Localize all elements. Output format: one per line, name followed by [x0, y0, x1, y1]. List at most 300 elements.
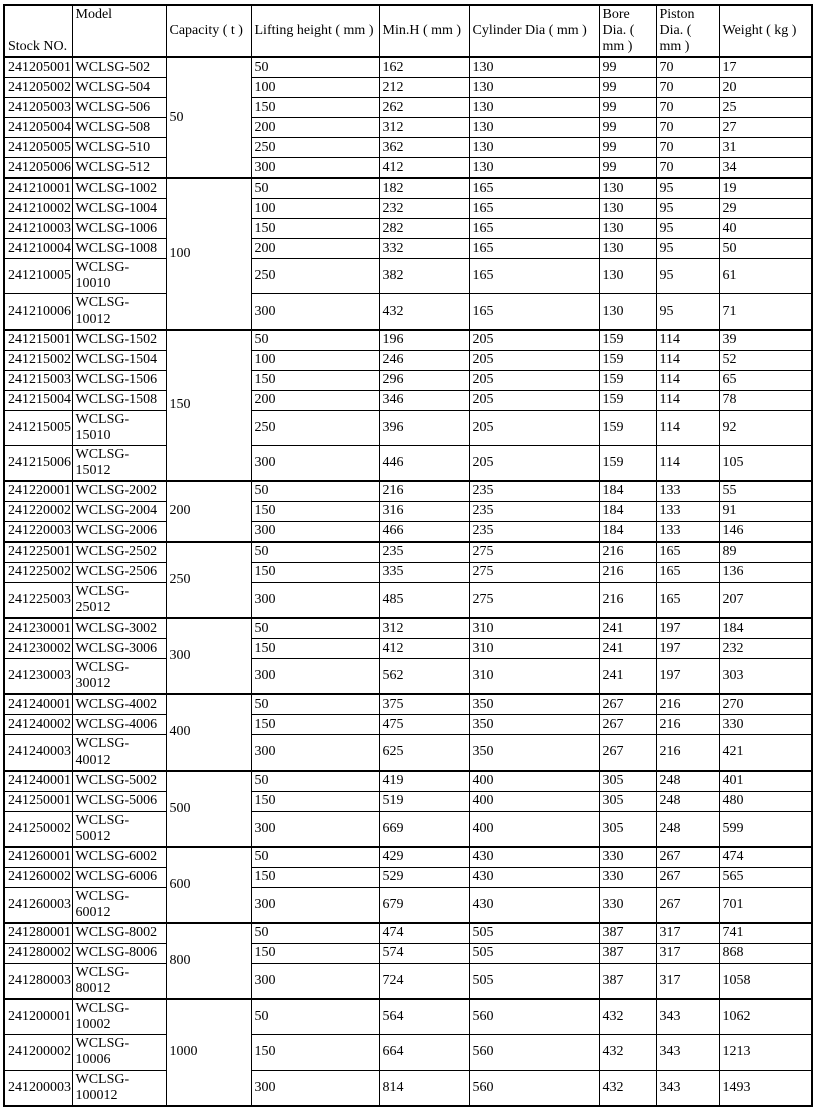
cell-weight: 92 — [719, 410, 812, 445]
cell-lifting: 100 — [251, 350, 379, 370]
cell-stock: 241225003 — [4, 583, 72, 619]
cell-weight: 61 — [719, 259, 812, 294]
cell-weight: 29 — [719, 199, 812, 219]
cell-cylinder: 275 — [469, 542, 599, 563]
cell-stock: 241260002 — [4, 867, 72, 887]
cell-model: WCLSG-1506 — [72, 370, 166, 390]
table-row — [4, 199, 812, 219]
cell-model: WCLSG-5006 — [72, 791, 166, 811]
cell-weight: 1493 — [719, 1070, 812, 1106]
cell-cylinder: 350 — [469, 735, 599, 771]
cell-capacity: 400 — [166, 694, 251, 770]
cell-bore: 305 — [599, 771, 656, 792]
cell-lifting: 50 — [251, 694, 379, 715]
cell-stock: 241250001 — [4, 791, 72, 811]
cell-min-h: 282 — [379, 219, 469, 239]
table-row — [4, 791, 812, 811]
cell-min-h: 679 — [379, 887, 469, 923]
cell-min-h: 412 — [379, 158, 469, 179]
cell-min-h: 235 — [379, 542, 469, 563]
cell-model: WCLSG-1502 — [72, 330, 166, 351]
cell-stock: 241225001 — [4, 542, 72, 563]
cell-lifting: 200 — [251, 118, 379, 138]
cell-lifting: 150 — [251, 867, 379, 887]
header-piston-dia: Piston Dia. ( mm ) — [656, 5, 719, 57]
cell-cylinder: 205 — [469, 410, 599, 445]
cell-lifting: 50 — [251, 618, 379, 639]
cell-cylinder: 165 — [469, 239, 599, 259]
cell-min-h: 432 — [379, 294, 469, 330]
cell-cylinder: 560 — [469, 999, 599, 1035]
cell-stock: 241240003 — [4, 735, 72, 771]
cell-capacity: 600 — [166, 847, 251, 923]
cell-lifting: 250 — [251, 138, 379, 158]
cell-model: WCLSG-2006 — [72, 522, 166, 543]
cell-piston: 133 — [656, 502, 719, 522]
table-body — [4, 57, 812, 1105]
cell-piston: 95 — [656, 219, 719, 239]
cell-cylinder: 165 — [469, 219, 599, 239]
cell-piston: 343 — [656, 1035, 719, 1070]
cell-cylinder: 130 — [469, 158, 599, 179]
cell-lifting: 300 — [251, 1070, 379, 1106]
cell-cylinder: 130 — [469, 118, 599, 138]
cell-weight: 1062 — [719, 999, 812, 1035]
cell-model: WCLSG-4006 — [72, 715, 166, 735]
cell-model: WCLSG-60012 — [72, 887, 166, 923]
cell-bore: 130 — [599, 219, 656, 239]
cell-weight: 34 — [719, 158, 812, 179]
cell-stock: 241220001 — [4, 481, 72, 502]
cell-piston: 114 — [656, 390, 719, 410]
cell-model: WCLSG-100012 — [72, 1070, 166, 1106]
cell-min-h: 419 — [379, 771, 469, 792]
cell-cylinder: 430 — [469, 887, 599, 923]
table-row — [4, 390, 812, 410]
cell-bore: 159 — [599, 370, 656, 390]
cell-bore: 130 — [599, 199, 656, 219]
cell-bore: 387 — [599, 943, 656, 963]
cell-model: WCLSG-3006 — [72, 639, 166, 659]
cell-weight: 19 — [719, 178, 812, 199]
cell-min-h: 625 — [379, 735, 469, 771]
cell-min-h: 562 — [379, 659, 469, 695]
cell-piston: 317 — [656, 963, 719, 999]
cell-model: WCLSG-504 — [72, 78, 166, 98]
cell-cylinder: 560 — [469, 1070, 599, 1106]
cell-weight: 17 — [719, 57, 812, 78]
cell-lifting: 300 — [251, 811, 379, 847]
cell-stock: 241205001 — [4, 57, 72, 78]
table-row — [4, 178, 812, 199]
cell-weight: 480 — [719, 791, 812, 811]
cell-model: WCLSG-1008 — [72, 239, 166, 259]
cell-cylinder: 205 — [469, 370, 599, 390]
cell-weight: 184 — [719, 618, 812, 639]
cell-bore: 184 — [599, 522, 656, 543]
cell-piston: 114 — [656, 410, 719, 445]
cell-cylinder: 205 — [469, 350, 599, 370]
cell-capacity: 250 — [166, 542, 251, 618]
cell-min-h: 429 — [379, 847, 469, 868]
cell-bore: 432 — [599, 1070, 656, 1106]
cell-model: WCLSG-502 — [72, 57, 166, 78]
cell-min-h: 664 — [379, 1035, 469, 1070]
cell-piston: 317 — [656, 923, 719, 944]
cell-model: WCLSG-4002 — [72, 694, 166, 715]
table-row — [4, 219, 812, 239]
cell-bore: 130 — [599, 294, 656, 330]
table-row — [4, 118, 812, 138]
cell-bore: 267 — [599, 715, 656, 735]
cell-stock: 241205003 — [4, 98, 72, 118]
cell-weight: 40 — [719, 219, 812, 239]
cell-stock: 241205006 — [4, 158, 72, 179]
cell-weight: 27 — [719, 118, 812, 138]
cell-min-h: 475 — [379, 715, 469, 735]
cell-model: WCLSG-2502 — [72, 542, 166, 563]
cell-model: WCLSG-1504 — [72, 350, 166, 370]
cell-lifting: 50 — [251, 481, 379, 502]
cell-stock: 241215005 — [4, 410, 72, 445]
table-row — [4, 694, 812, 715]
cell-model: WCLSG-6006 — [72, 867, 166, 887]
cell-stock: 241210002 — [4, 199, 72, 219]
cell-stock: 241210001 — [4, 178, 72, 199]
cell-lifting: 50 — [251, 999, 379, 1035]
cell-lifting: 300 — [251, 583, 379, 619]
cell-weight: 20 — [719, 78, 812, 98]
cell-bore: 241 — [599, 659, 656, 695]
table-row — [4, 659, 812, 695]
cell-min-h: 216 — [379, 481, 469, 502]
cell-model: WCLSG-1002 — [72, 178, 166, 199]
cell-lifting: 50 — [251, 542, 379, 563]
cell-bore: 330 — [599, 887, 656, 923]
cell-weight: 25 — [719, 98, 812, 118]
cell-bore: 184 — [599, 481, 656, 502]
cell-min-h: 182 — [379, 178, 469, 199]
cell-cylinder: 275 — [469, 583, 599, 619]
cell-capacity: 200 — [166, 481, 251, 542]
cell-capacity: 1000 — [166, 999, 251, 1106]
cell-model: WCLSG-40012 — [72, 735, 166, 771]
header-row — [4, 5, 812, 57]
table-row — [4, 445, 812, 481]
cell-lifting: 300 — [251, 445, 379, 481]
cell-cylinder: 350 — [469, 694, 599, 715]
table-row — [4, 639, 812, 659]
cell-weight: 78 — [719, 390, 812, 410]
cell-min-h: 316 — [379, 502, 469, 522]
cell-model: WCLSG-10012 — [72, 294, 166, 330]
cell-cylinder: 130 — [469, 57, 599, 78]
cell-cylinder: 400 — [469, 771, 599, 792]
cell-bore: 267 — [599, 694, 656, 715]
cell-stock: 241210005 — [4, 259, 72, 294]
cell-piston: 248 — [656, 791, 719, 811]
cell-bore: 99 — [599, 118, 656, 138]
cell-cylinder: 275 — [469, 563, 599, 583]
cell-lifting: 50 — [251, 923, 379, 944]
cell-bore: 330 — [599, 847, 656, 868]
cell-stock: 241215006 — [4, 445, 72, 481]
cell-piston: 248 — [656, 771, 719, 792]
cell-model: WCLSG-6002 — [72, 847, 166, 868]
cell-min-h: 196 — [379, 330, 469, 351]
cell-lifting: 250 — [251, 410, 379, 445]
cell-weight: 65 — [719, 370, 812, 390]
cell-stock: 241220002 — [4, 502, 72, 522]
table-row — [4, 259, 812, 294]
cell-bore: 305 — [599, 811, 656, 847]
table-row — [4, 963, 812, 999]
table-row — [4, 1070, 812, 1106]
cell-piston: 216 — [656, 715, 719, 735]
cell-min-h: 296 — [379, 370, 469, 390]
cell-weight: 599 — [719, 811, 812, 847]
table-row — [4, 887, 812, 923]
cell-weight: 330 — [719, 715, 812, 735]
cell-weight: 55 — [719, 481, 812, 502]
cell-model: WCLSG-5002 — [72, 771, 166, 792]
cell-piston: 197 — [656, 639, 719, 659]
cell-weight: 52 — [719, 350, 812, 370]
cell-piston: 165 — [656, 583, 719, 619]
table-row — [4, 771, 812, 792]
cell-min-h: 382 — [379, 259, 469, 294]
cell-piston: 216 — [656, 694, 719, 715]
cell-lifting: 150 — [251, 943, 379, 963]
cell-model: WCLSG-2506 — [72, 563, 166, 583]
table-row — [4, 563, 812, 583]
cell-model: WCLSG-50012 — [72, 811, 166, 847]
cell-model: WCLSG-15012 — [72, 445, 166, 481]
cell-weight: 91 — [719, 502, 812, 522]
cell-stock: 241205004 — [4, 118, 72, 138]
cell-model: WCLSG-510 — [72, 138, 166, 158]
cell-stock: 241230002 — [4, 639, 72, 659]
cell-min-h: 669 — [379, 811, 469, 847]
cell-cylinder: 165 — [469, 199, 599, 219]
table-row — [4, 481, 812, 502]
cell-weight: 303 — [719, 659, 812, 695]
cell-cylinder: 430 — [469, 867, 599, 887]
cell-stock: 241215002 — [4, 350, 72, 370]
cell-cylinder: 130 — [469, 78, 599, 98]
cell-stock: 241240001 — [4, 771, 72, 792]
cell-stock: 241205005 — [4, 138, 72, 158]
table-header — [4, 5, 812, 57]
cell-piston: 248 — [656, 811, 719, 847]
cell-weight: 39 — [719, 330, 812, 351]
cell-min-h: 466 — [379, 522, 469, 543]
cell-piston: 114 — [656, 370, 719, 390]
cell-capacity: 800 — [166, 923, 251, 999]
table-row — [4, 410, 812, 445]
cell-stock: 241215004 — [4, 390, 72, 410]
cell-cylinder: 130 — [469, 98, 599, 118]
cell-bore: 305 — [599, 791, 656, 811]
table-row — [4, 999, 812, 1035]
cell-lifting: 50 — [251, 330, 379, 351]
cell-piston: 95 — [656, 259, 719, 294]
cell-model: WCLSG-2004 — [72, 502, 166, 522]
cell-cylinder: 505 — [469, 923, 599, 944]
cell-stock: 241260003 — [4, 887, 72, 923]
cell-cylinder: 350 — [469, 715, 599, 735]
table-row — [4, 294, 812, 330]
cell-min-h: 335 — [379, 563, 469, 583]
cell-stock: 241240001 — [4, 694, 72, 715]
cell-piston: 114 — [656, 445, 719, 481]
cell-stock: 241280001 — [4, 923, 72, 944]
cell-bore: 99 — [599, 57, 656, 78]
cell-lifting: 300 — [251, 887, 379, 923]
cell-stock: 241220003 — [4, 522, 72, 543]
cell-stock: 241205002 — [4, 78, 72, 98]
cell-bore: 159 — [599, 445, 656, 481]
cell-bore: 216 — [599, 542, 656, 563]
cell-cylinder: 400 — [469, 791, 599, 811]
cell-weight: 474 — [719, 847, 812, 868]
cell-bore: 216 — [599, 583, 656, 619]
cell-model: WCLSG-8006 — [72, 943, 166, 963]
cell-bore: 130 — [599, 259, 656, 294]
cell-lifting: 150 — [251, 502, 379, 522]
cell-cylinder: 130 — [469, 138, 599, 158]
cell-cylinder: 505 — [469, 963, 599, 999]
cell-min-h: 212 — [379, 78, 469, 98]
cell-lifting: 200 — [251, 390, 379, 410]
cell-min-h: 446 — [379, 445, 469, 481]
cell-piston: 95 — [656, 239, 719, 259]
cell-cylinder: 235 — [469, 502, 599, 522]
cell-bore: 184 — [599, 502, 656, 522]
cell-model: WCLSG-10010 — [72, 259, 166, 294]
cell-stock: 241215003 — [4, 370, 72, 390]
cell-min-h: 246 — [379, 350, 469, 370]
table-row — [4, 542, 812, 563]
table-row — [4, 350, 812, 370]
cell-stock: 241210003 — [4, 219, 72, 239]
cell-lifting: 150 — [251, 791, 379, 811]
header-lifting-height: Lifting height ( mm ) — [251, 5, 379, 57]
cell-lifting: 50 — [251, 847, 379, 868]
cell-model: WCLSG-30012 — [72, 659, 166, 695]
cell-bore: 159 — [599, 350, 656, 370]
cell-stock: 241230001 — [4, 618, 72, 639]
cell-weight: 270 — [719, 694, 812, 715]
table-row — [4, 98, 812, 118]
cell-capacity: 300 — [166, 618, 251, 694]
table-row — [4, 943, 812, 963]
cell-stock: 241210006 — [4, 294, 72, 330]
cell-lifting: 150 — [251, 370, 379, 390]
header-capacity: Capacity ( t ) — [166, 5, 251, 57]
cell-lifting: 300 — [251, 294, 379, 330]
cell-weight: 232 — [719, 639, 812, 659]
cell-piston: 197 — [656, 659, 719, 695]
cell-min-h: 474 — [379, 923, 469, 944]
table-row — [4, 522, 812, 543]
header-cylinder-dia: Cylinder Dia ( mm ) — [469, 5, 599, 57]
cell-model: WCLSG-508 — [72, 118, 166, 138]
cell-piston: 70 — [656, 98, 719, 118]
cell-weight: 421 — [719, 735, 812, 771]
cell-bore: 99 — [599, 158, 656, 179]
header-weight: Weight ( kg ) — [719, 5, 812, 57]
cell-weight: 1213 — [719, 1035, 812, 1070]
cell-lifting: 150 — [251, 1035, 379, 1070]
cell-min-h: 375 — [379, 694, 469, 715]
cell-stock: 241200003 — [4, 1070, 72, 1106]
cell-model: WCLSG-3002 — [72, 618, 166, 639]
cell-weight: 50 — [719, 239, 812, 259]
cell-lifting: 50 — [251, 57, 379, 78]
cell-min-h: 332 — [379, 239, 469, 259]
cell-cylinder: 560 — [469, 1035, 599, 1070]
cell-model: WCLSG-80012 — [72, 963, 166, 999]
table-row — [4, 502, 812, 522]
cell-weight: 868 — [719, 943, 812, 963]
cell-piston: 267 — [656, 887, 719, 923]
cell-cylinder: 400 — [469, 811, 599, 847]
cell-lifting: 100 — [251, 199, 379, 219]
cell-cylinder: 165 — [469, 178, 599, 199]
cell-piston: 70 — [656, 118, 719, 138]
cell-weight: 105 — [719, 445, 812, 481]
cell-cylinder: 310 — [469, 659, 599, 695]
cell-cylinder: 205 — [469, 330, 599, 351]
cell-cylinder: 205 — [469, 445, 599, 481]
cell-cylinder: 235 — [469, 522, 599, 543]
cell-stock: 241280002 — [4, 943, 72, 963]
table-row — [4, 57, 812, 78]
cell-weight: 136 — [719, 563, 812, 583]
cell-piston: 95 — [656, 199, 719, 219]
cell-min-h: 485 — [379, 583, 469, 619]
cell-bore: 99 — [599, 78, 656, 98]
cell-piston: 114 — [656, 350, 719, 370]
cell-bore: 267 — [599, 735, 656, 771]
table-row — [4, 583, 812, 619]
cell-lifting: 300 — [251, 522, 379, 543]
cell-min-h: 564 — [379, 999, 469, 1035]
cell-model: WCLSG-25012 — [72, 583, 166, 619]
cell-bore: 241 — [599, 618, 656, 639]
cell-piston: 197 — [656, 618, 719, 639]
cell-bore: 130 — [599, 178, 656, 199]
cell-weight: 1058 — [719, 963, 812, 999]
cell-model: WCLSG-10002 — [72, 999, 166, 1035]
cell-lifting: 150 — [251, 639, 379, 659]
cell-bore: 130 — [599, 239, 656, 259]
cell-bore: 159 — [599, 410, 656, 445]
cell-piston: 133 — [656, 481, 719, 502]
cell-cylinder: 310 — [469, 639, 599, 659]
cell-bore: 216 — [599, 563, 656, 583]
cell-lifting: 300 — [251, 659, 379, 695]
cell-stock: 241280003 — [4, 963, 72, 999]
cell-stock: 241210004 — [4, 239, 72, 259]
cell-stock: 241215001 — [4, 330, 72, 351]
cell-cylinder: 505 — [469, 943, 599, 963]
cell-bore: 99 — [599, 138, 656, 158]
cell-piston: 317 — [656, 943, 719, 963]
table-row — [4, 370, 812, 390]
cell-min-h: 362 — [379, 138, 469, 158]
